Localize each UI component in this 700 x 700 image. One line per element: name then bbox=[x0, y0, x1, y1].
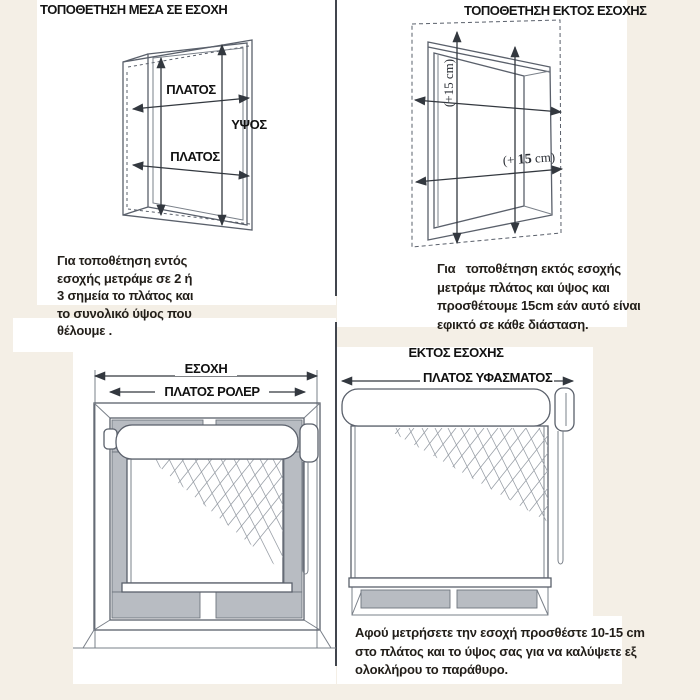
height-plus-15cm-label: (+15 cm) bbox=[441, 58, 456, 108]
bottom-bar bbox=[349, 578, 551, 587]
divider-line-top bbox=[335, 0, 337, 296]
note-line: Για τοποθέτηση εκτός εσοχής bbox=[437, 261, 621, 276]
note-line: το συνολικό ύψος που bbox=[57, 305, 192, 321]
fabric-width-label: ΠΛΑΤΟΣ ΥΦΑΣΜΑΤΟΣ bbox=[420, 370, 554, 385]
fabric bbox=[351, 426, 548, 578]
note-line: στο πλάτος και το ύψος σας για να καλύψετε εξ bbox=[355, 643, 637, 659]
roller-outside-recess-drawing bbox=[338, 362, 580, 624]
note-line: θέλουμε . bbox=[57, 323, 113, 338]
roller-inside-recess-drawing bbox=[70, 358, 340, 658]
chain-bracket bbox=[555, 388, 574, 431]
recess-label: ΕΣΟΧΗ bbox=[175, 361, 237, 376]
note-bottom bbox=[355, 624, 645, 680]
title-inside-recess: ΤΟΠΟΘΕΤΗΣΗ ΜΕΣΑ ΣΕ ΕΣΟΧΗ bbox=[40, 2, 228, 17]
outside-recess-heading: ΕΚΤΟΣ ΕΣΟΧΗΣ bbox=[408, 345, 504, 360]
note-line: Για τοποθέτηση εντός bbox=[57, 253, 188, 268]
plus-suffix: cm) bbox=[531, 149, 556, 166]
note-line: Αφού μετρήσετε την εσοχή προσθέστε 10-15 cm bbox=[355, 625, 645, 640]
plus-value: 15 bbox=[517, 151, 533, 168]
left-bracket bbox=[104, 429, 117, 449]
bottom-bar bbox=[122, 583, 292, 592]
height-label: ΥΨΟΣ bbox=[231, 117, 267, 132]
note-outside-recess bbox=[437, 260, 641, 334]
width-label-bottom: ΠΛΑΤΟΣ bbox=[170, 149, 220, 164]
plus-prefix: (+ bbox=[502, 151, 519, 168]
note-line: ολοκλήρου το παράθυρο. bbox=[355, 662, 508, 678]
note-line: εφικτό σε κάθε διάσταση. bbox=[437, 316, 589, 332]
chain-bracket bbox=[300, 424, 318, 462]
note-line: εσοχής μετράμε σε 2 ή bbox=[57, 270, 193, 286]
chain bbox=[558, 431, 563, 564]
roller-tube bbox=[342, 389, 550, 426]
note-line: μετράμε πλάτος και ύψος και bbox=[437, 279, 610, 295]
roller-width-label: ΠΛΑΤΟΣ ΡΟΛΕΡ bbox=[155, 384, 269, 399]
window-inside-recess-drawing bbox=[105, 28, 270, 240]
note-line: 3 σημεία το πλάτος και bbox=[57, 288, 194, 303]
roller-tube bbox=[116, 425, 298, 459]
title-outside-recess: ΤΟΠΟΘΕΤΗΣΗ ΕΚΤΟΣ ΕΣΟΧΗΣ bbox=[464, 3, 647, 18]
window-outside-recess-drawing bbox=[405, 14, 577, 252]
note-inside-recess bbox=[57, 252, 193, 340]
width-label-top: ΠΛΑΤΟΣ bbox=[166, 82, 216, 97]
note-line: προσθέτουμε 15cm εάν αυτό είναι bbox=[437, 298, 641, 314]
